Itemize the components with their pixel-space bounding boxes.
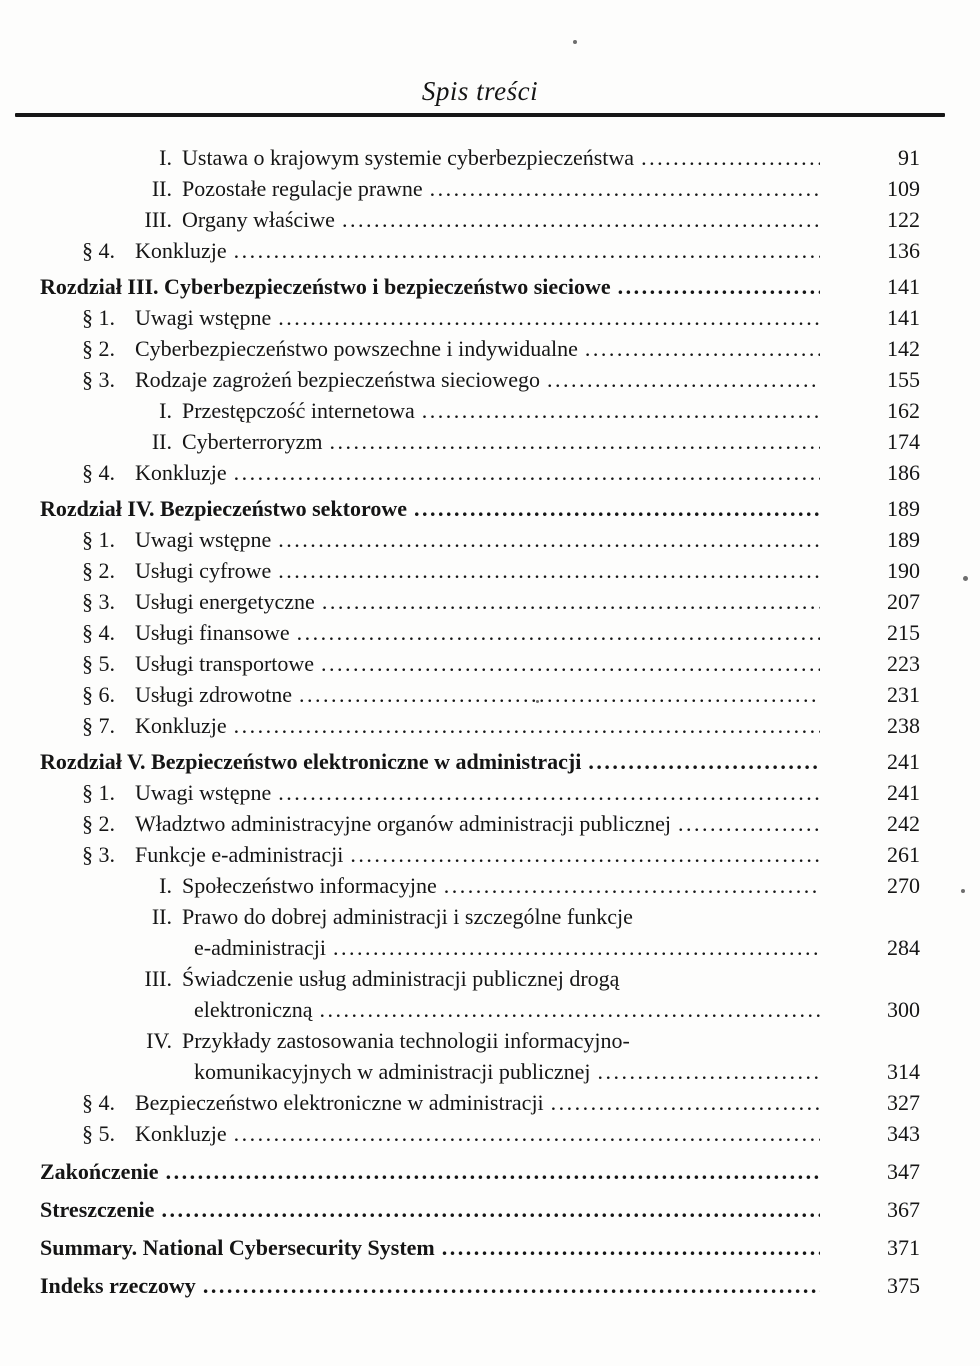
dot-leader [297, 617, 820, 648]
entry-body [135, 302, 852, 333]
dot-leader [321, 648, 820, 679]
dot-leader [585, 333, 820, 364]
dot-leader [234, 710, 820, 741]
toc-entry [40, 271, 920, 302]
entry-body [135, 808, 852, 839]
entry-body [135, 364, 852, 395]
dot-leader [234, 457, 820, 488]
toc-entry [40, 302, 920, 333]
entry-body [182, 901, 852, 963]
entry-page: 347 [887, 1159, 920, 1184]
entry-number: § 4. [82, 1090, 115, 1115]
entry-page: 270 [887, 873, 920, 898]
entry-body [135, 524, 852, 555]
entry-page: 343 [887, 1121, 920, 1146]
scan-speck [963, 576, 968, 581]
entry-title: Uwagi wstępne [135, 305, 272, 330]
entry-title: Funkcje e-administracji [135, 842, 344, 867]
entry-title: Świadczenie usług administracji publicznej drogą [182, 966, 620, 991]
entry-page: 162 [887, 398, 920, 423]
entry-title: Usługi finansowe [135, 620, 290, 645]
toc-entry [40, 710, 920, 741]
entry-number: § 3. [82, 367, 115, 392]
toc-entry [40, 1270, 920, 1301]
entry-page: 91 [898, 145, 920, 170]
entry-title: Summary. National Cybersecurity System [40, 1235, 435, 1260]
entry-page: 223 [887, 651, 920, 676]
entry-number: § 2. [82, 811, 115, 836]
toc-entry [40, 333, 920, 364]
entry-number: IV. [146, 1028, 172, 1053]
entry-number: § 4. [82, 460, 115, 485]
entry-page: 241 [887, 749, 920, 774]
entry-body [182, 142, 852, 173]
entry-body [182, 395, 852, 426]
entry-body [40, 1232, 852, 1263]
dot-leader [598, 1056, 820, 1087]
dot-leader [322, 586, 820, 617]
entry-title: Bezpieczeństwo elektroniczne w administracji [135, 1090, 544, 1115]
toc-entry [40, 524, 920, 555]
entry-body [40, 746, 852, 777]
entry-page: 300 [887, 997, 920, 1022]
toc-entry [40, 426, 920, 457]
entry-page: 136 [887, 238, 920, 263]
entry-page: 371 [887, 1235, 920, 1260]
entry-page: 231 [887, 682, 920, 707]
entry-number: I. [159, 398, 172, 423]
toc-entry [40, 493, 920, 524]
entry-number: III. [144, 207, 172, 232]
entry-page: 174 [887, 429, 920, 454]
entry-title: Rozdział V. Bezpieczeństwo elektroniczne w administracji [40, 749, 582, 774]
toc-entry [40, 235, 920, 266]
entry-page: 155 [887, 367, 920, 392]
entry-title: Społeczeństwo informacyjne [182, 873, 437, 898]
toc-entry [40, 746, 920, 777]
entry-title: Konkluzje [135, 1121, 227, 1146]
dot-leader [422, 395, 820, 426]
entry-page: 367 [887, 1197, 920, 1222]
entry-body [135, 555, 852, 586]
entry-number: § 4. [82, 238, 115, 263]
entry-title: Rozdział IV. Bezpieczeństwo sektorowe [40, 496, 408, 521]
dot-leader [320, 994, 821, 1025]
entry-title: Pozostałe regulacje prawne [182, 176, 423, 201]
entry-page: 207 [887, 589, 920, 614]
entry-page: 238 [887, 713, 920, 738]
entry-title-continued: e-administracji [194, 935, 326, 960]
dot-leader [299, 679, 820, 710]
entry-body [135, 1087, 852, 1118]
entry-body [135, 457, 852, 488]
toc-entry [40, 395, 920, 426]
dot-leader [278, 777, 820, 808]
entry-title: Prawo do dobrej administracji i szczególne funkcje [182, 904, 633, 929]
entry-page: 215 [887, 620, 920, 645]
dot-leader [444, 870, 820, 901]
entry-title: Usługi cyfrowe [135, 558, 272, 583]
entry-page: 327 [887, 1090, 920, 1115]
toc-entry [40, 1118, 920, 1149]
entry-title: Uwagi wstępne [135, 527, 272, 552]
dot-leader [278, 555, 820, 586]
entry-page: 186 [887, 460, 920, 485]
dot-leader [551, 1087, 820, 1118]
dot-leader [641, 142, 820, 173]
entry-title: Uwagi wstępne [135, 780, 272, 805]
entry-number: § 4. [82, 620, 115, 645]
entry-body [135, 586, 852, 617]
dot-leader [234, 1118, 820, 1149]
toc-entry [40, 901, 920, 963]
entry-page: 314 [887, 1059, 920, 1084]
entry-body [40, 1194, 852, 1225]
entry-title: Cyberterroryzm [182, 429, 323, 454]
entry-number: § 5. [82, 1121, 115, 1146]
entry-body [182, 963, 852, 1025]
entry-number: § 3. [82, 842, 115, 867]
entry-number: § 2. [82, 336, 115, 361]
scan-speck [961, 889, 965, 893]
entry-body [135, 710, 852, 741]
dot-leader [278, 524, 820, 555]
entry-body [182, 173, 852, 204]
toc-entry [40, 142, 920, 173]
entry-number: II. [151, 904, 172, 929]
entry-page: 284 [887, 935, 920, 960]
entry-page: 190 [887, 558, 920, 583]
dot-leader [618, 271, 820, 302]
entry-title: Indeks rzeczowy [40, 1273, 196, 1298]
entry-page: 141 [887, 305, 920, 330]
entry-body [135, 648, 852, 679]
toc-entry [40, 1087, 920, 1118]
entry-title: Streszczenie [40, 1197, 155, 1222]
toc-entry [40, 457, 920, 488]
toc-entry [40, 839, 920, 870]
entry-body [182, 870, 852, 901]
toc-entry [40, 173, 920, 204]
entry-number: § 6. [82, 682, 115, 707]
entry-body [182, 426, 852, 457]
toc-entry [40, 1232, 920, 1263]
entry-title: Konkluzje [135, 460, 227, 485]
entry-body [40, 1270, 852, 1301]
entry-number: II. [151, 176, 172, 201]
entry-title: Usługi energetyczne [135, 589, 315, 614]
entry-number: § 5. [82, 651, 115, 676]
toc-entry [40, 1025, 920, 1087]
entry-title: Usługi transportowe [135, 651, 315, 676]
toc-entry [40, 555, 920, 586]
entry-title: Cyberbezpieczeństwo powszechne i indywidualne [135, 336, 578, 361]
entry-number: § 3. [82, 589, 115, 614]
entry-number: § 2. [82, 558, 115, 583]
entry-number: § 1. [82, 527, 115, 552]
entry-title: Konkluzje [135, 713, 227, 738]
entry-page: 189 [887, 527, 920, 552]
page-title: Spis treści [421, 76, 539, 106]
entry-body [135, 839, 852, 870]
toc-entry [40, 364, 920, 395]
entry-title-continued: komunikacyjnych w administracji publicznej [194, 1059, 591, 1084]
entry-body [135, 617, 852, 648]
entry-body [135, 679, 852, 710]
dot-leader [350, 839, 820, 870]
entry-title: Zakończenie [40, 1159, 159, 1184]
dot-leader [442, 1232, 820, 1263]
entry-page: 109 [887, 176, 920, 201]
entry-number: § 1. [82, 780, 115, 805]
entry-body [135, 1118, 852, 1149]
entry-page: 261 [887, 842, 920, 867]
dot-leader [430, 173, 820, 204]
dot-leader [333, 932, 820, 963]
toc-entry [40, 808, 920, 839]
toc-entry [40, 617, 920, 648]
entry-number: § 7. [82, 713, 115, 738]
toc-entry [40, 870, 920, 901]
entry-title: Przestępczość internetowa [182, 398, 415, 423]
entry-page: 141 [887, 274, 920, 299]
entry-page: 375 [887, 1273, 920, 1298]
toc-list [40, 142, 920, 1301]
dot-leader [414, 493, 820, 524]
entry-number: I. [159, 145, 172, 170]
entry-body [182, 1025, 852, 1087]
entry-title: Rozdział III. Cyberbezpieczeństwo i bezpieczeństwo sieciowe [40, 274, 611, 299]
entry-body [182, 204, 852, 235]
entry-number: I. [159, 873, 172, 898]
scan-speck [573, 40, 577, 44]
entry-number: III. [144, 966, 172, 991]
entry-number: § 1. [82, 305, 115, 330]
toc-entry [40, 777, 920, 808]
dot-leader [278, 302, 820, 333]
toc-entry [40, 648, 920, 679]
dot-leader [234, 235, 820, 266]
entry-title: Rodzaje zagrożeń bezpieczeństwa sieciowego [135, 367, 540, 392]
dot-leader [161, 1194, 820, 1225]
entry-title-continued: elektroniczną [194, 997, 313, 1022]
entry-title: Konkluzje [135, 238, 227, 263]
toc-entry [40, 963, 920, 1025]
entry-title: Ustawa o krajowym systemie cyberbezpieczeństwa [182, 145, 635, 170]
toc-entry [40, 679, 920, 710]
toc-entry [40, 1194, 920, 1225]
entry-title: Organy właściwe [182, 207, 335, 232]
entry-body [40, 271, 852, 302]
entry-page: 189 [887, 496, 920, 521]
entry-page: 122 [887, 207, 920, 232]
dot-leader [547, 364, 820, 395]
dot-leader [203, 1270, 820, 1301]
entry-title: Przykłady zastosowania technologii informacyjno- [182, 1028, 630, 1053]
dot-leader [342, 204, 820, 235]
entry-page: 142 [887, 336, 920, 361]
entry-body [135, 777, 852, 808]
entry-page: 242 [887, 811, 920, 836]
entry-number: II. [151, 429, 172, 454]
dot-leader [166, 1156, 820, 1187]
dot-leader [588, 746, 820, 777]
toc-entry [40, 586, 920, 617]
entry-body [40, 1156, 852, 1187]
entry-title: Władztwo administracyjne organów administracji publicznej [135, 811, 671, 836]
header-rule [15, 113, 945, 117]
scan-speck [536, 700, 539, 703]
dot-leader [330, 426, 821, 457]
entry-body [135, 333, 852, 364]
dot-leader [678, 808, 820, 839]
toc-entry [40, 204, 920, 235]
entry-page: 241 [887, 780, 920, 805]
entry-body [135, 235, 852, 266]
entry-title: Usługi zdrowotne [135, 682, 293, 707]
toc-entry [40, 1156, 920, 1187]
entry-body [40, 493, 852, 524]
